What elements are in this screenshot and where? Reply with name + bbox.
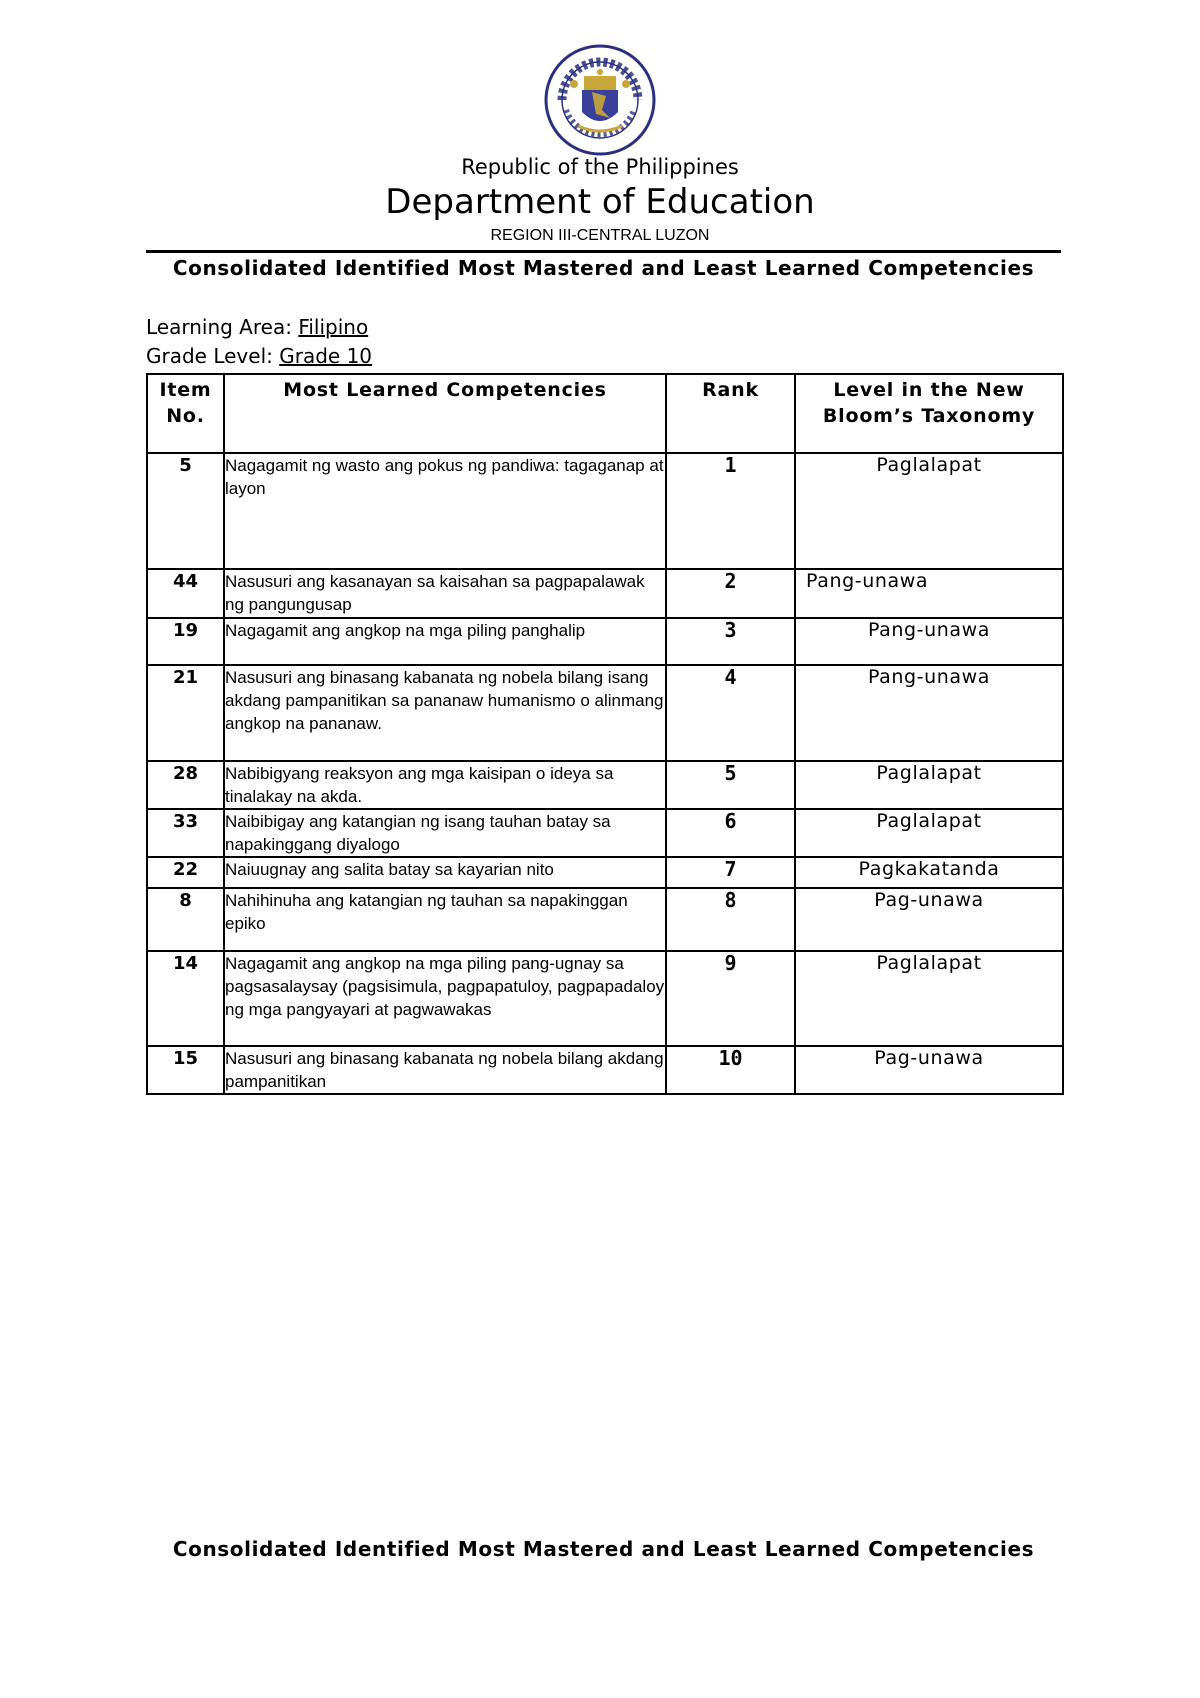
row-rank: 9: [666, 951, 795, 1046]
row-rank: 1: [666, 453, 795, 569]
row-item-no: 14: [147, 951, 224, 1046]
row-rank: 10: [666, 1046, 795, 1094]
table-row: [147, 1046, 1063, 1094]
row-competency: Nasusuri ang binasang kabanata ng nobela bilang isang akdang pampanitikan sa pananaw humanismo o alinmang angkop na pananaw.: [224, 665, 666, 761]
row-rank: 6: [666, 809, 795, 857]
row-level: Pang-unawa: [795, 665, 1063, 761]
row-level: Pang-unawa: [795, 569, 1063, 618]
row-level: Paglalapat: [795, 951, 1063, 1046]
row-competency: Nahihinuha ang katangian ng tauhan sa napakinggan epiko: [224, 888, 666, 951]
table-row: [147, 888, 1063, 951]
header-rank: Rank: [666, 374, 795, 453]
row-item-no: 8: [147, 888, 224, 951]
row-level: Paglalapat: [795, 761, 1063, 809]
grade-level-label: Grade Level:: [146, 344, 280, 368]
table-row: [147, 453, 1063, 569]
row-item-no: 15: [147, 1046, 224, 1094]
table-row: [147, 665, 1063, 761]
row-item-no: 28: [147, 761, 224, 809]
document-title: Consolidated Identified Most Mastered and Least Learned Competencies: [172, 256, 1035, 280]
table-row: [147, 857, 1063, 888]
table-row: [147, 951, 1063, 1046]
row-level: Pag-unawa: [795, 1046, 1063, 1094]
department-heading: Department of Education: [385, 182, 815, 222]
table-row: [147, 809, 1063, 857]
row-item-no: 22: [147, 857, 224, 888]
row-competency: Nagagamit ang angkop na mga piling pang-ugnay sa pagsasalaysay (pagsisimula, pagpapatuloy, pagpapadaloy ng mga pangyayari at pagwawakas: [224, 951, 666, 1046]
table-row: [147, 618, 1063, 665]
grade-level-value: Grade 10: [279, 344, 373, 368]
row-level: Paglalapat: [795, 453, 1063, 569]
row-rank: 5: [666, 761, 795, 809]
row-competency: Nagagamit ng wasto ang pokus ng pandiwa: tagaganap at layon: [224, 453, 666, 569]
row-rank: 2: [666, 569, 795, 618]
row-item-no: 44: [147, 569, 224, 618]
header-item-no: Item No.: [147, 374, 224, 453]
row-competency: Naibibigay ang katangian ng isang tauhan batay sa napakinggang diyalogo: [224, 809, 666, 857]
deped-seal-icon: [544, 44, 656, 156]
row-rank: 3: [666, 618, 795, 665]
learning-area-line: [146, 315, 368, 339]
row-competency: Nagagamit ang angkop na mga piling panghalip: [224, 618, 666, 665]
row-competency: Nasusuri ang binasang kabanata ng nobela bilang akdang pampanitikan: [224, 1046, 666, 1094]
row-rank: 8: [666, 888, 795, 951]
header-divider: [146, 250, 1061, 253]
row-level: Pang-unawa: [795, 618, 1063, 665]
region-heading: REGION III-CENTRAL LUZON: [490, 227, 710, 244]
row-competency: Nabibigyang reaksyon ang mga kaisipan o ideya sa tinalakay na akda.: [224, 761, 666, 809]
row-level: Paglalapat: [795, 809, 1063, 857]
row-rank: 7: [666, 857, 795, 888]
row-level: Pagkakatanda: [795, 857, 1063, 888]
grade-level-line: [146, 344, 372, 368]
row-item-no: 5: [147, 453, 224, 569]
table-row: [147, 569, 1063, 618]
footer-title: Consolidated Identified Most Mastered and Least Learned Competencies: [172, 1537, 1035, 1561]
row-rank: 4: [666, 665, 795, 761]
row-item-no: 19: [147, 618, 224, 665]
row-competency: Nasusuri ang kasanayan sa kaisahan sa pagpapalawak ng pangungusap: [224, 569, 666, 618]
competencies-table: [146, 373, 1064, 1095]
row-item-no: 33: [147, 809, 224, 857]
table-header-row: [147, 374, 1063, 453]
row-item-no: 21: [147, 665, 224, 761]
header-level: Level in the New Bloom’s Taxonomy: [795, 374, 1063, 453]
row-competency: Naiuugnay ang salita batay sa kayarian nito: [224, 857, 666, 888]
republic-heading: Republic of the Philippines: [461, 155, 739, 179]
learning-area-value: Filipino: [298, 315, 369, 339]
row-level: Pag-unawa: [795, 888, 1063, 951]
table-row: [147, 761, 1063, 809]
learning-area-label: Learning Area:: [146, 315, 299, 339]
header-competency: Most Learned Competencies: [224, 374, 666, 453]
